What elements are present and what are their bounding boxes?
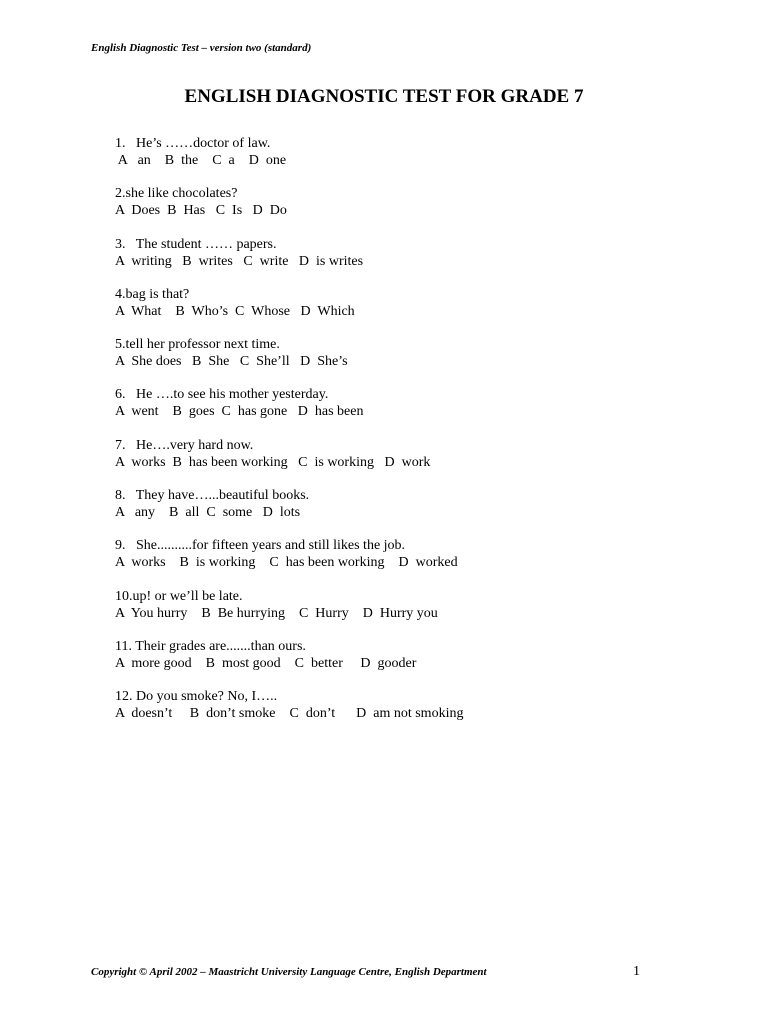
question-text: 8. They have…...beautiful books.	[115, 488, 310, 504]
question-text: 6. He ….to see his mother yesterday.	[115, 387, 329, 403]
question-9	[115, 537, 675, 587]
question-text: 11. Their grades are.......than ours.	[115, 638, 306, 654]
question-options: A writing B writes C write D is writes	[115, 253, 364, 269]
question-6	[115, 386, 675, 436]
question-text: 10.up! or we’ll be late.	[115, 588, 243, 604]
question-8	[115, 487, 675, 537]
question-text: 7. He….very hard now.	[115, 437, 254, 453]
question-options: A any B all C some D lots	[115, 505, 301, 521]
question-2	[115, 185, 675, 235]
question-7	[115, 437, 675, 487]
question-text: 2.she like chocolates?	[115, 186, 238, 202]
question-list	[115, 135, 675, 739]
question-text: 1. He’s ……doctor of law.	[115, 136, 271, 151]
question-options: A doesn’t B don’t smoke C don’t D am not smoking	[115, 706, 464, 722]
page-number: 1	[633, 964, 640, 979]
question-options: A works B is working C has been working D worked	[115, 555, 458, 571]
question-text: 3. The student …… papers.	[115, 236, 277, 252]
page-title: ENGLISH DIAGNOSTIC TEST FOR GRADE 7	[184, 86, 584, 107]
question-10	[115, 588, 675, 638]
question-options: A works B has been working C is working D work	[115, 454, 431, 470]
question-11	[115, 638, 675, 688]
question-text: 9. She..........for fifteen years and still likes the job.	[115, 538, 406, 554]
question-options: A She does B She C She’ll D She’s	[115, 354, 348, 370]
question-5	[115, 336, 675, 386]
running-header: English Diagnostic Test – version two (standard)	[91, 42, 312, 54]
question-options: A went B goes C has gone D has been	[115, 404, 364, 420]
question-options: A You hurry B Be hurrying C Hurry D Hurry you	[115, 605, 438, 621]
question-options: A Does B Has C Is D Do	[115, 203, 287, 219]
question-options: A more good B most good C better D gooder	[115, 655, 417, 671]
question-options: A What B Who’s C Whose D Which	[115, 303, 355, 319]
question-12	[115, 688, 675, 738]
question-4	[115, 286, 675, 336]
question-1	[115, 135, 675, 185]
question-options: A an B the C a D one	[115, 153, 287, 168]
question-3	[115, 236, 675, 286]
question-text: 12. Do you smoke? No, I…..	[115, 689, 278, 705]
question-text: 4.bag is that?	[115, 286, 190, 302]
question-text: 5.tell her professor next time.	[115, 337, 280, 353]
copyright-footer: Copyright © April 2002 – Maastricht University Language Centre, English Department	[91, 966, 487, 978]
